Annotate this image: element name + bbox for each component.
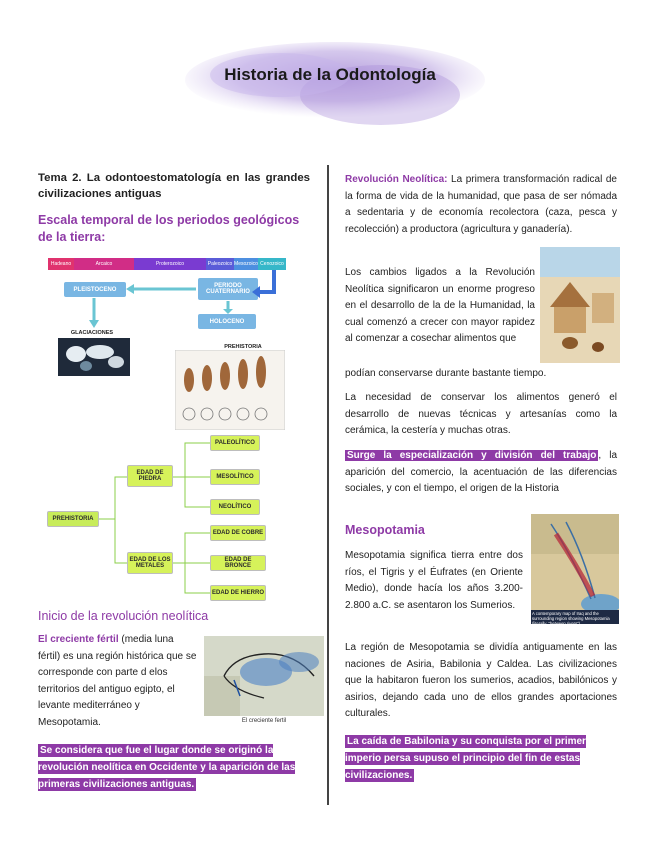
creciente-text: (media luna fértil) es una región histórica que se corresponde con parte d elos territorios del antiguo egipto, el levante mediterráneo y Mesopotamia.	[38, 634, 197, 728]
glaciaciones-label: GLACIACIONES	[70, 330, 114, 336]
column-divider	[327, 165, 329, 805]
mesopotamia-map-caption: A contemporary map of Iraq and the surrounding region showing Mesopotamia (literally, "between rivers")	[532, 611, 610, 626]
holoceno-box: HOLOCENO	[198, 314, 256, 329]
tree-edad-bronce: EDAD DE BRONCE	[210, 555, 266, 571]
region-paragraph	[345, 640, 617, 723]
necesidad-paragraph	[345, 390, 617, 440]
revolucion-label: Revolución Neolítica:	[345, 174, 448, 185]
watercolor-splash	[170, 35, 490, 135]
title-banner	[170, 35, 490, 135]
revolucion-text: La primera transformación radical de la forma de vida de la humanidad, que pasa de ser nómada a sedentaria y de economía recolectora (caza, pesca y recolección) a productora (agricultura y ganadería).	[345, 174, 617, 235]
fertile-crescent-map	[204, 636, 324, 716]
necesidad-text: La necesidad de conservar los alimentos generó el desarrollo de nuevas técnicas y artesanías como la cerámica, la cestería y muchas otras.	[345, 392, 617, 436]
page-title: Historia de la Odontología	[224, 65, 436, 84]
era-cenozoico: Cenozoico	[258, 258, 286, 270]
tree-paleolitico: PALEOLÍTICO	[210, 435, 260, 451]
tree-edad-metales: EDAD DE LOS METALES	[127, 552, 173, 574]
creciente-paragraph	[38, 632, 198, 731]
cambios-paragraph	[345, 265, 535, 348]
era-hadeano: Hadeano	[48, 258, 74, 270]
creciente-label: El creciente fértil	[38, 634, 119, 645]
meso-heading-wrap	[345, 522, 545, 539]
meso-paragraph	[345, 548, 523, 614]
surge-text: , la aparición del comercio, la acentuación de las diferencias sociales, y con el tiempo, el origen de la Historia	[345, 450, 618, 494]
tree-edad-piedra: EDAD DE PIEDRA	[127, 465, 173, 487]
pleistoceno-box: PLEISTOCENO	[64, 282, 126, 297]
prehistory-tree	[45, 435, 285, 605]
left-highlight	[38, 742, 310, 793]
era-proterozoico: Proterozoico	[134, 258, 206, 270]
era-arcaico: Arcaico	[74, 258, 134, 270]
neolithic-origin-highlight: Se considera que fue el lugar donde se originó la revolución neolítica en Occidente y la aparición de las primeras civilizaciones antiguas.	[38, 745, 296, 790]
cuaternario-box: PERIODO CUATERNARIO	[198, 278, 258, 300]
mesopotamia-heading: Mesopotamia	[345, 523, 425, 537]
tree-neolitico: NEOLÍTICO	[210, 499, 260, 515]
world-map-image	[58, 338, 130, 376]
timescale-heading: Escala temporal de los periodos geológicos de la tierra:	[38, 213, 300, 244]
meso-text: Mesopotamia significa tierra entre dos ríos, el Tigris y el Éufrates (en Oriente Medio), donde hacía los años 3.200-2.800 a.C. se asentaron los Sumerios.	[345, 550, 523, 611]
caida-paragraph	[345, 733, 617, 784]
era-mesozoico: Mesozoico	[234, 258, 258, 270]
neolithic-village-image	[540, 247, 620, 363]
tree-mesolitico: MESOLÍTICO	[210, 469, 260, 485]
tree-prehistoria: PREHISTORIA	[47, 511, 99, 527]
inicio-heading: Inicio de la revolución neolítica	[38, 609, 209, 623]
era-paleozoico: Paleozoico	[206, 258, 234, 270]
surge-paragraph	[345, 448, 617, 498]
left-column	[38, 170, 310, 246]
babylon-fall-highlight: La caída de Babilonia y su conquista por el primer imperio persa supuso el principio del fin de estas civilizaciones.	[345, 736, 586, 781]
cambios-tail-wrap	[345, 366, 617, 383]
tree-edad-hierro: EDAD DE HIERRO	[210, 585, 266, 601]
inicio-section	[38, 608, 310, 625]
cambios-text: Los cambios ligados a la Revolución Neolítica significaron un enorme progreso en el desarrollo de la de la Humanidad, la cual comenzó a crecer con mayor rapidez al comenzar a cosechar alimentos que	[345, 267, 535, 344]
revolucion-paragraph	[345, 172, 617, 238]
surge-highlight: Surge la especialización y división del trabajo	[347, 450, 597, 461]
prehistoria-label: PREHISTORIA	[224, 344, 262, 350]
mesopotamia-map	[531, 514, 619, 624]
fertile-crescent-caption: El creciente fertil	[241, 718, 287, 724]
tree-edad-cobre: EDAD DE COBRE	[210, 525, 266, 541]
region-text: La región de Mesopotamia se dividía antiguamente en las naciones de Asiria, Babilonia y Caldea. Las civilizaciones que la habitaron fueron los sumerios, acadios, babilónicos y asirios, dejando cada uno de ellos grandes aportaciones culturales.	[345, 642, 617, 719]
cambios-tail: podían conservarse durante bastante tiempo.	[345, 368, 547, 379]
topic-heading: Tema 2. La odontoestomatología en las grandes civilizaciones antiguas	[38, 172, 310, 200]
human-evolution-image	[175, 350, 285, 430]
